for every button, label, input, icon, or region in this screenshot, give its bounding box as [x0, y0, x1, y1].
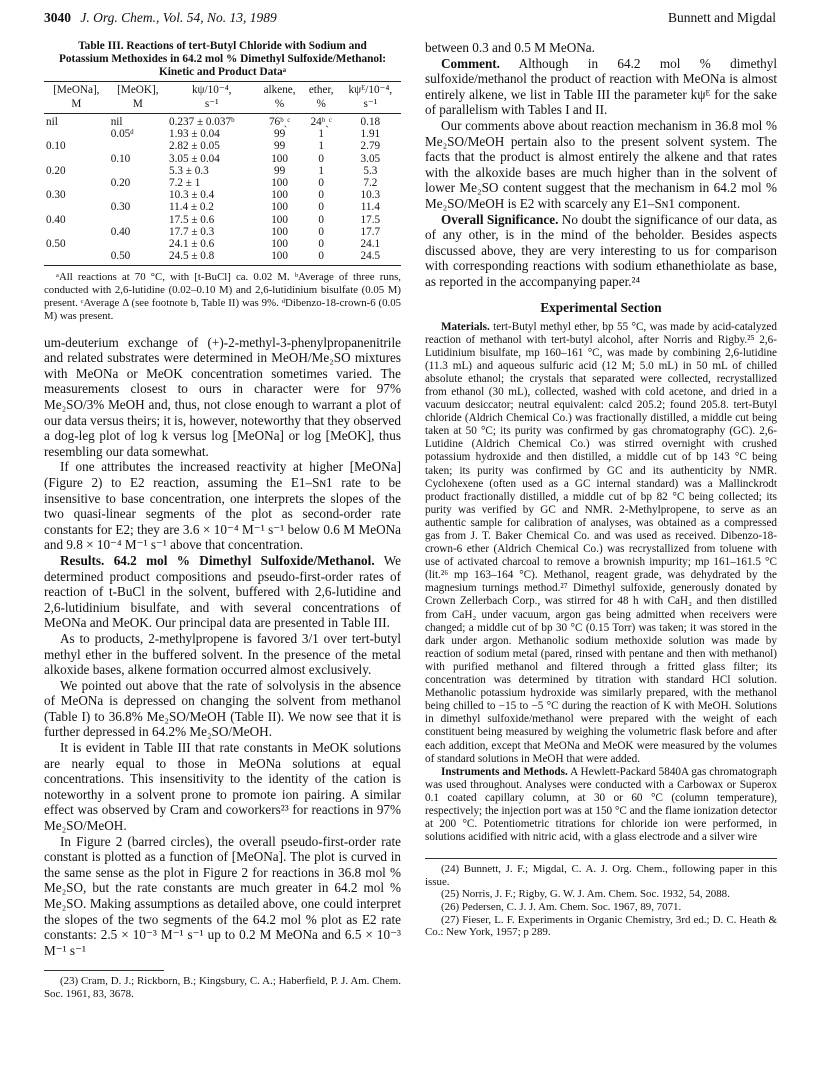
table-row [44, 165, 401, 177]
table-cell: 0.05ᵈ [110, 128, 134, 141]
table-cell: 0 [318, 189, 324, 202]
body-paragraph: If one attributes the increased reactivity at higher [MeONa] (Figure 2) to E2 reaction, assuming the E1–Sɴ1 rate to be insensitive to base concentration, one interprets the slopes of the two quasi-linear segments of the plot as second-order rate constants for E2; they are 3.6 × 10⁻⁴ M⁻¹ s⁻¹ below 0.6 M MeONa and 9.8 × 10⁻⁴ M⁻¹ s⁻¹ above that concentration. [44, 459, 401, 553]
results-heading: Results. 64.2 mol % Dimethyl Sulfoxide/Methanol. [60, 552, 375, 568]
table-cell: 0.20 [46, 164, 66, 177]
table-cell: 1 [318, 164, 324, 177]
section-heading: Experimental Section [540, 299, 662, 315]
footnote-25: (25) Norris, J. F.; Rigby, G. W. J. Am. Chem. Soc. 1932, 54, 2088. [441, 888, 730, 901]
table-cell [109, 189, 167, 201]
table-cell: 0.30 [110, 201, 131, 214]
table-row [44, 201, 401, 213]
table-cell: 0 [318, 238, 324, 251]
table-cell: 0.50 [46, 238, 66, 251]
table-cell: 0.30 [46, 189, 66, 202]
table-cell: 3.05 ± 0.04 [168, 152, 220, 165]
table-cell: 1.91 [360, 128, 381, 141]
table-cell: 2.79 [360, 140, 381, 153]
table-cell: 0 [318, 177, 324, 190]
table-cell: 100 [271, 238, 288, 251]
table-cell: 100 [256, 250, 302, 266]
table-cell: 0.40 [46, 213, 66, 226]
table-iii [44, 81, 401, 266]
header-left [44, 10, 277, 26]
table-cell: 0.50 [109, 250, 167, 266]
overall-text: No doubt the significance of our data, as of any other, is in the mind of the beholder. Besides aspects discussed above, they are very interesting to us for comparison with corresponding reactions with sodium ethanethiolate as base, as reported in the accompanying paper.²⁴ [425, 211, 777, 289]
col-unit: M [44, 97, 109, 114]
table-cell: 24.5 ± 0.8 [167, 250, 256, 266]
table-cell: 0 [318, 152, 324, 165]
body-paragraph: In Figure 2 (barred circles), the overall pseudo-first-order rate constant is plotted as a function of [MeONa]. The plot is curved in the same sense as the plot in Figure 2 for reactions in 36.8 mol % Me₂SO, but the rate constants are much greater in 64.2 mol % Me₂SO. Making assumptions as detailed above, one could interpret the slopes of the two segments of the 64.2 mol % plot as E2 rate constants: 2.5 × 10⁻³ M⁻¹ s⁻¹ up to 0.2 M MeONa and 6.5 × 10⁻³ M⁻¹ s⁻¹ [44, 833, 401, 958]
comment-heading: Comment. [441, 55, 500, 71]
footnote-rule [425, 858, 777, 859]
footnote-23: (23) Cram, D. J.; Rickborn, B.; Kingsbury, C. A.; Haberfield, P. J. Am. Chem. Soc. 1961, 83, 3678. [44, 975, 401, 1000]
table-cell: 100 [271, 152, 288, 165]
col-header: alkene, [256, 82, 302, 98]
table-cell [109, 214, 167, 226]
comment-paragraph [425, 56, 777, 118]
body-paragraph: As to products, 2-methylpropene is favored 3/1 over tert-butyl methyl ether in the buffered solvent. In the presence of the metal alkoxide bases, alkene formation occurred almost exclusively. [44, 630, 401, 678]
table-cell: 3.05 [360, 152, 381, 165]
table-cell: 99 [273, 128, 286, 141]
table-cell [109, 140, 167, 152]
table-row [44, 250, 401, 266]
table-cell: 7.2 ± 1 [168, 177, 201, 190]
table-cell: 24.5 [340, 250, 401, 266]
table-cell [109, 165, 167, 177]
footnote-26: (26) Pedersen, C. J. J. Am. Chem. Soc. 1967, 89, 7071. [441, 901, 682, 914]
table-row [44, 153, 401, 165]
col-unit: M [109, 97, 167, 114]
materials-text: tert-Butyl methyl ether, bp 55 °C, was made by acid-catalyzed reaction of methanol with tert-butyl alcohol, after Norris and Rigby.²⁵ 2,6-Lutidinium bisulfate, mp 160–161 °C, was made by combining 2,6-lutidine (11.3 mL) and aqueous sulfuric acid (12 M; 5.0 mL) in 50 mL of chilled absolute ethanol; the crystals that separated were collected, recrystallized from ethanol (30 mL), collected, washed with cold acetone, and dried in a vacuum desiccator; neutral equivalent: calcd 205.2; found 205.8. tert-Butyl chloride (Aldrich Chemical Co.) was fractionally distilled, a middle cut being taken at 50 °C; its purity was confirmed by gas chromatography (GC). 2,6-Lutidine (Aldrich Chemical Co.) was stirred overnight with crushed potassium hydroxide and then distilled, a middle cut of bp 143 °C being taken; its purity was confirmed by GC and its authenticity by NMR. Cyclohexene (often used as a GC internal standard) was a Mallinckrodt product fractionally distilled, a middle cut of bp 82 °C being collected; its purity was verified by GC and NMR. 2-Methylpropene, to serve as an authentic sample for calibration of analyses, was obtained as a compressed gas from J. T. Baker Chemical Co. and was used as received. Dibenzo-18-crown-6 ether (Aldrich Chemical Co.) was recrystallized from toluene with use of activated charcoal to remove a brownish impurity; mp 161–161.5 °C (lit.²⁶ mp 163–164 °C). Methanol, reagent grade, was dehydrated by the magnesium turnings method.²⁷ Dimethyl sulfoxide, generously donated by Crown Zellerbach Corp., was stirred for 48 h with CaH₂ and then distilled from CaH₂ under vacuum, argon gas being admitted when receivers were changed; a middle cut of bp 30 °C (0.15 Torr) was taken; it was stored in the dark under argon. Methanolic sodium methoxide solution was made by reaction of sodium metal (pared, rinsed with pentane and then with methanol) with purified methanol and filtered through a fritted glass filter; its concentration was determined by titration with standard HCl solution. Methanolic potassium hydroxide was similarly prepared, with the methanol being chilled to −15 to −5 °C during the reaction of K with MeOH. Solutions in dimethyl sulfoxide/methanol were prepared with the weight of each constituent being measured by weighing the volumetric flask before and after each addition, except that MeONa and MeOK were measured by the volumes of standard solutions in MeOH that were added. [425, 320, 777, 765]
table-cell: 100 [271, 201, 288, 214]
table-cell: 1 [318, 128, 324, 141]
table-row [44, 238, 401, 250]
table-row [44, 140, 401, 152]
table-cell: 0 [303, 250, 340, 266]
table-cell: 1.93 ± 0.04 [168, 128, 220, 141]
table-row [44, 114, 401, 129]
table-cell: 17.7 [360, 225, 381, 238]
left-column [44, 40, 401, 1001]
results-paragraph [44, 553, 401, 631]
table-cell: 100 [271, 177, 288, 190]
overall-heading: Overall Significance. [441, 211, 559, 227]
table-header-row-1 [44, 82, 401, 98]
table-header-row-2 [44, 97, 401, 114]
col-header: [MeOK], [109, 82, 167, 98]
table-cell: 0.18 [360, 116, 381, 128]
table-row [44, 214, 401, 226]
table-row [44, 128, 401, 140]
instruments-paragraph [425, 766, 777, 845]
table-cell: 24.1 ± 0.6 [168, 238, 215, 251]
table-cell [109, 238, 167, 250]
right-column [425, 40, 777, 939]
table-cell: 99 [273, 140, 286, 153]
table-cell [44, 250, 109, 266]
col-unit: s⁻¹ [340, 97, 401, 114]
footnote-rule [44, 970, 164, 971]
table-cell: 10.3 ± 0.4 [168, 189, 215, 202]
table-cell: 1 [318, 140, 324, 153]
table-cell: 0 [318, 225, 324, 238]
table-cell: 0.10 [46, 140, 66, 153]
table-cell: 24.1 [360, 238, 381, 251]
table-cell: 0.10 [110, 152, 131, 165]
table-cell: 0 [318, 201, 324, 214]
table-row [44, 226, 401, 238]
page-header [44, 10, 776, 32]
table-cell: 24ᵇˎᶜ [310, 116, 332, 128]
table-cell: 17.5 [360, 213, 381, 226]
table-cell [44, 201, 109, 213]
table-cell: 0.40 [110, 225, 131, 238]
table-cell: 17.5 ± 0.6 [168, 213, 215, 226]
table-cell: 76ᵇˎᶜ [268, 116, 291, 128]
table-cell: 0.20 [110, 177, 131, 190]
table-cell: 100 [271, 225, 288, 238]
col-header: kψᴱ/10⁻⁴, [340, 82, 401, 98]
table-cell: 2.82 ± 0.05 [168, 140, 220, 153]
table-cell: 0.237 ± 0.037ᵇ [168, 116, 235, 128]
col-unit: % [303, 97, 340, 114]
results-text: We determined product compositions and pseudo-first-order rates of reaction of t-BuCl in the solvent, buffered with 2,6-lutidine and 2,6-lutidinium bisulfate, and with several concentrations of MeONa and MeOK. Our principal data are presented in Table III. [44, 552, 402, 631]
body-paragraph: It is evident in Table III that rate constants in MeOK solutions are nearly equal to those in MeONa solutions at equal concentrations. This insensitivity to the identity of the cation is noteworthy in a solvent prone to promote ion pairing. A similar effect was observed by Cram and coworkers²³ for reactions in 97% Me₂SO/MeOH. [44, 740, 401, 834]
table-cell: 5.3 [363, 164, 378, 177]
table-cell [44, 153, 109, 165]
table-cell: 100 [271, 189, 288, 202]
table-cell: 5.3 ± 0.3 [168, 164, 209, 177]
table-cell: nil [110, 116, 123, 128]
journal-citation: J. Org. Chem., Vol. 54, No. 13, 1989 [80, 10, 277, 25]
body-paragraph: Our comments above about reaction mechanism in 36.8 mol % Me₂SO/MeOH pertain also to the present solvent system. The facts that the product is almost entirely the alkene and that rates with the alkoxide bases are much higher than in the solvent of lower Me₂SO content suggest that the mechanism in 64.2 mol % Me₂SO/MeOH is E2 with scarcely any E1–Sɴ1 component. [425, 117, 777, 211]
materials-heading: Materials. [441, 320, 490, 333]
page-number: 3040 [44, 10, 71, 25]
table-cell: 11.4 ± 0.2 [168, 201, 214, 214]
instruments-text: A Hewlett-Packard 5840A gas chromatograph was used throughout. Analyses were conducted with a Carbowax or Superox 0.1 coated capillary column, at 30 or 60 °C (column temperature), respectively; the injection port was at 150 °C and the flame ionization detector at 200 °C. Potentiometric titrations for chloride ion were performed, in solutions acidified with nitric acid, with a glass electrode and a silver wire [425, 765, 777, 844]
col-header: kψ/10⁻⁴, [167, 82, 256, 98]
table-body [44, 114, 401, 266]
col-header: ether, [303, 82, 340, 98]
comment-text: Although in 64.2 mol % dimethyl sulfoxide/methanol the product of reaction with MeONa is almost entirely alkene, we list in Table III the parameter kψᴱ for the sake of parallelism with Tables I and II. [425, 55, 777, 118]
table-cell: 7.2 [363, 177, 378, 190]
col-unit: s⁻¹ [167, 97, 256, 114]
body-paragraph: between 0.3 and 0.5 M MeONa. [425, 40, 595, 55]
footnote-24: (24) Bunnett, J. F.; Migdal, C. A. J. Org. Chem., following paper in this issue. [425, 863, 777, 888]
col-header: [MeONa], [44, 82, 109, 98]
body-paragraph: um-deuterium exchange of (+)-2-methyl-3-phenylpropanenitrile and related substrates were determined in MeOH/Me₂SO mixtures with MeONa or MeOK concentration sometimes varied. The measurements closest to ours in character were for 97% Me₂SO/3% MeOH and, thus, not close enough to warrant a plot of our data versus theirs; it is, however, noteworthy that they observed a dog-leg plot of log k versus log [MeONa] or log [MeOK], thus resembling our data somewhat. [44, 334, 401, 459]
table-cell: 0 [318, 213, 324, 226]
table-footnotes: ᵃAll reactions at 70 °C, with [t-BuCl] ca. 0.02 M. ᵇAverage of three runs, conducted with 2,6-lutidine (0.02–0.10 M) and 2,6-lutidinium bisulfate (0.05 M) present. ᶜAverage Δ (see footnote b, Table II) was 9%. ᵈDibenzo-18-crown-6 (0.05 M) was present. [44, 271, 401, 322]
table-cell [44, 177, 109, 189]
table-cell: nil [46, 116, 58, 128]
overall-paragraph [425, 212, 777, 290]
table-cell: 10.3 [360, 189, 381, 202]
table-cell [44, 226, 109, 238]
table-cell: 99 [273, 164, 286, 177]
body-paragraph: We pointed out above that the rate of solvolysis in the absence of MeONa is depressed on changing the solvent from methanol (Table I) to 36.8% Me₂SO/MeOH (Table II). We now see that it is further depressed in 64.2% Me₂SO/MeOH. [44, 677, 401, 740]
table-cell [44, 128, 109, 140]
instruments-heading: Instruments and Methods. [441, 765, 568, 778]
table-row [44, 177, 401, 189]
footnote-27: (27) Fieser, L. F. Experiments in Organic Chemistry, 3rd ed.; D. C. Heath & Co.: New York, 1957; p 289. [425, 913, 777, 939]
header-authors: Bunnett and Migdal [668, 10, 776, 25]
materials-paragraph [425, 321, 777, 766]
table-cell: 100 [271, 213, 288, 226]
col-unit: % [256, 97, 302, 114]
table-cell: 11.4 [360, 201, 380, 214]
table-caption: Table III. Reactions of tert-Butyl Chloride with Sodium and Potassium Methoxides in 64.2 mol % Dimethyl Sulfoxide/Methanol: Kinetic and Product Dataᵃ [59, 40, 386, 78]
table-row [44, 189, 401, 201]
table-cell: 17.7 ± 0.3 [168, 225, 215, 238]
